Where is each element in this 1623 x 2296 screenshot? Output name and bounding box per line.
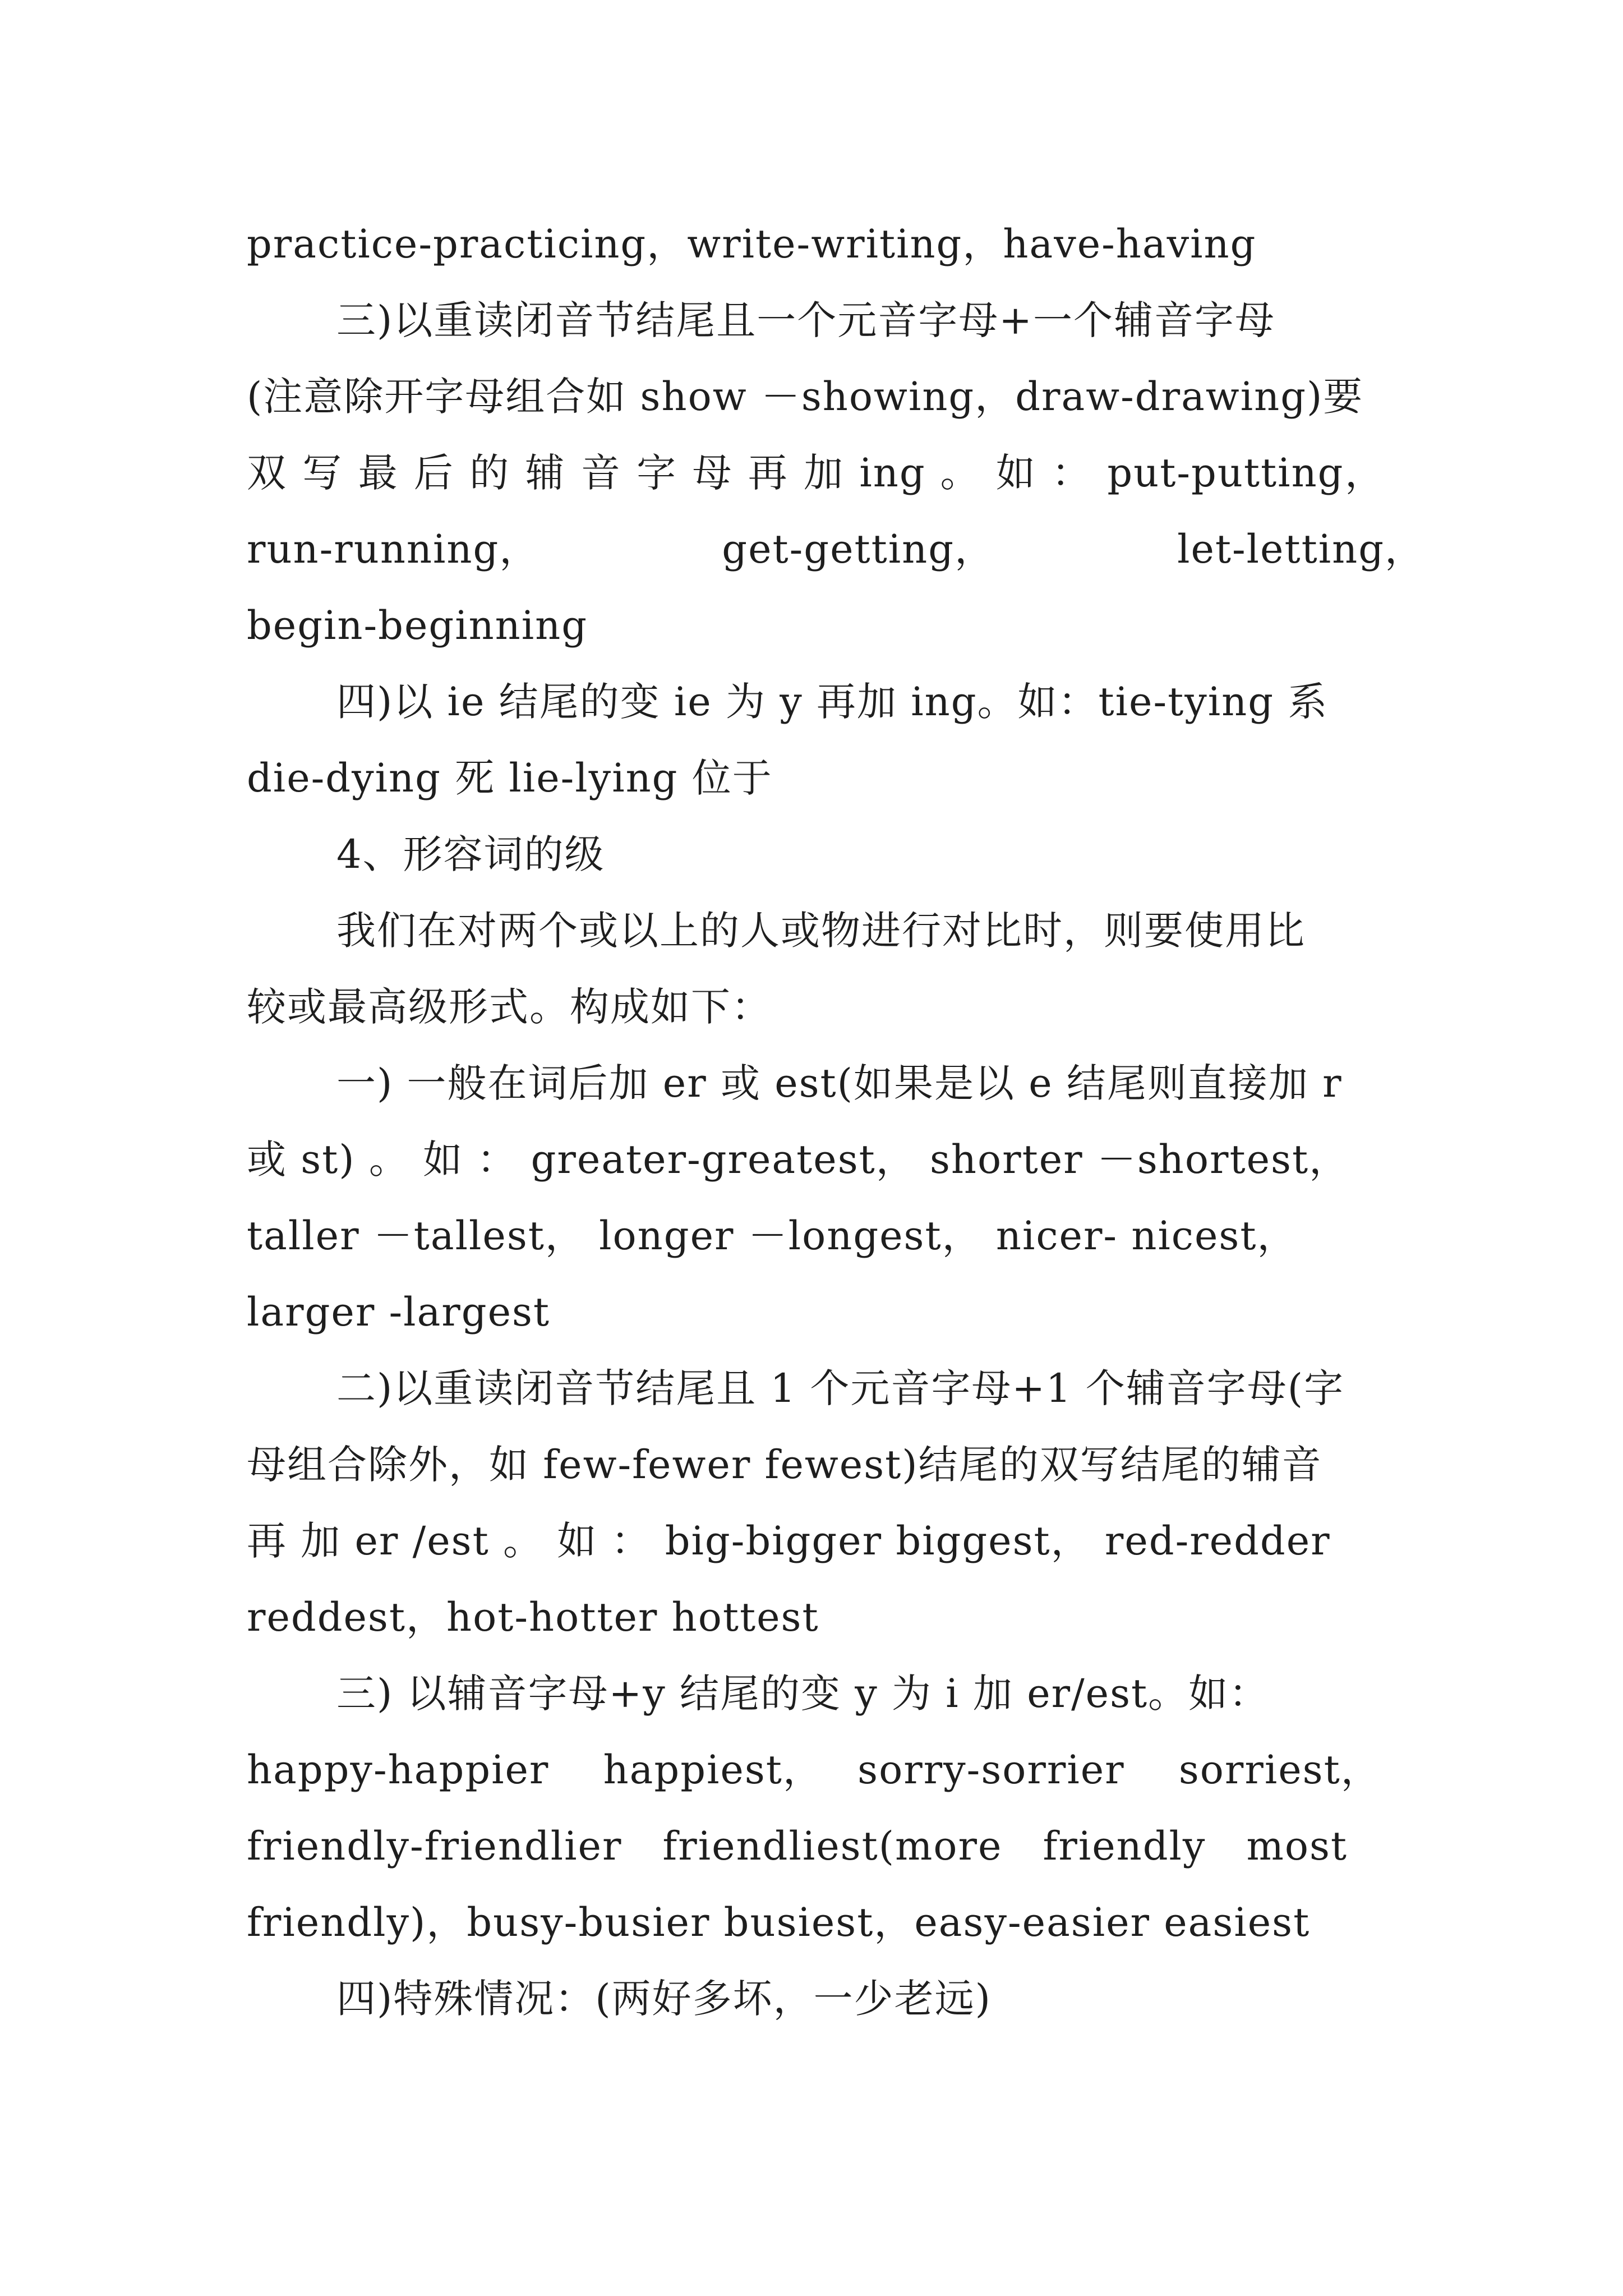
text-line: 二)以重读闭音节结尾且 1 个元音字母+1 个辅音字母(字 (336, 1365, 1345, 1411)
text-line: 或 st) 。 如 ： greater-greatest， shorter －shortest， (247, 1137, 1350, 1182)
text-line: (注意除开字母组合如 show －showing，draw-drawing)要 (247, 374, 1364, 420)
text-line: taller －tallest， longer －longest， nicer- nicest， (247, 1213, 1298, 1259)
section-heading: 4、形容词的级 (336, 831, 605, 877)
text-line: reddest，hot-hotter hottest (247, 1594, 819, 1640)
text-line: friendly)，busy-busier busiest，easy-easier easiest (247, 1899, 1311, 1945)
text-line: 四)以 ie 结尾的变 ie 为 y 再加 ing。如：tie-tying 系 (336, 679, 1329, 725)
text-line: larger -largest (247, 1289, 551, 1335)
text-line: happy-happier happiest， sorry-sorrier sorriest， (247, 1747, 1381, 1793)
text-line: 四)特殊情况：(两好多坏，一少老远) (336, 1976, 992, 2022)
text-line: 双 写 最 后 的 辅 音 字 母 再 加 ing 。 如 ： put-putting， (247, 450, 1385, 496)
text-line: friendly-friendlier friendliest(more friendly most (247, 1823, 1348, 1869)
text-line: 再 加 er /est 。 如 ： big-bigger biggest， red-redder (247, 1518, 1331, 1564)
text-line: run-running， get-getting， let-letting， (247, 526, 1426, 572)
text-line: 母组合除外，如 few-fewer fewest)结尾的双写结尾的辅音 (247, 1442, 1322, 1488)
text-line: 一) 一般在词后加 er 或 est(如果是以 e 结尾则直接加 r (336, 1060, 1343, 1106)
text-line: begin-beginning (247, 602, 588, 648)
text-line: 较或最高级形式。构成如下： (247, 984, 772, 1030)
text-line: practice-practicing，write-writing，have-having (247, 221, 1257, 267)
text-line: 我们在对两个或以上的人或物进行对比时，则要使用比 (336, 908, 1306, 954)
text-line: die-dying 死 lie-lying 位于 (247, 755, 773, 801)
text-line: 三) 以辅音字母+y 结尾的变 y 为 i 加 er/est。如： (336, 1671, 1270, 1717)
text-line: 三)以重读闭音节结尾且一个元音字母+一个辅音字母 (336, 297, 1275, 343)
